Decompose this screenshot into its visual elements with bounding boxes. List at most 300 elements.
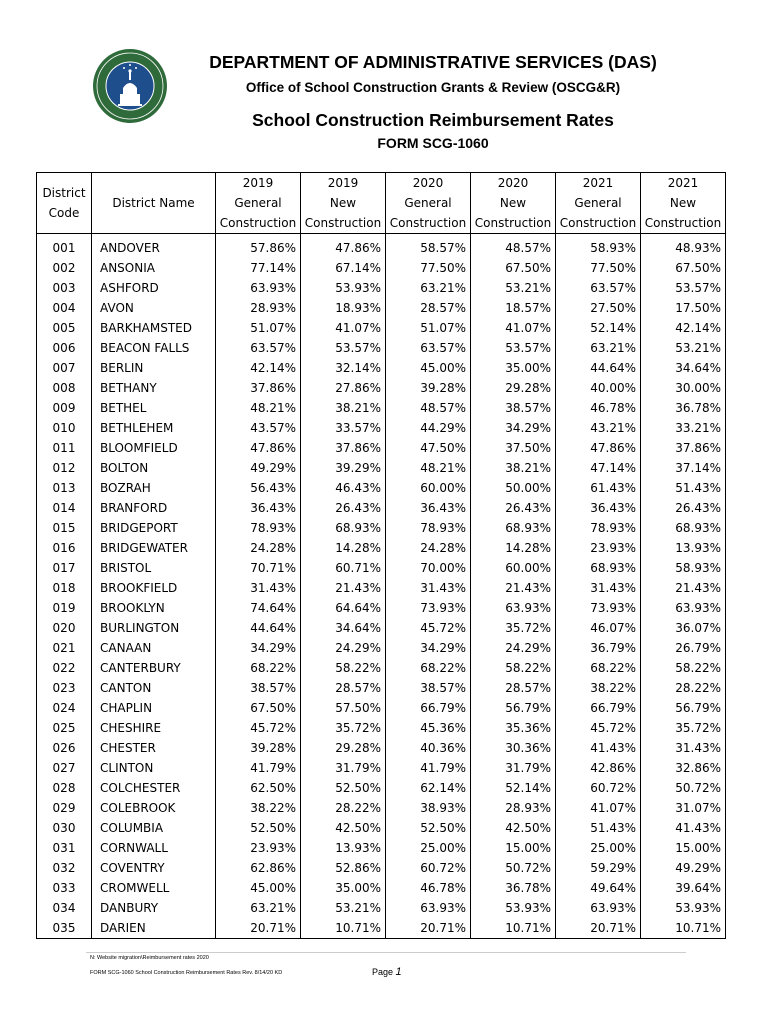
rate-cell: 44.64%: [216, 618, 301, 638]
rate-cell: 27.50%: [556, 298, 641, 318]
rate-cell: 18.57%: [471, 298, 556, 318]
district-code-cell: 035: [37, 918, 92, 939]
district-name-cell: BROOKLYN: [92, 598, 216, 618]
district-code-cell: 032: [37, 858, 92, 878]
rate-cell: 58.22%: [641, 658, 726, 678]
district-code-cell: 022: [37, 658, 92, 678]
rate-cell: 42.86%: [556, 758, 641, 778]
rate-cell: 60.72%: [386, 858, 471, 878]
rate-cell: 35.72%: [301, 718, 386, 738]
district-code-cell: 026: [37, 738, 92, 758]
rate-cell: 41.07%: [471, 318, 556, 338]
rate-cell: 34.64%: [301, 618, 386, 638]
header-rate-col: 2020 New Construction: [471, 173, 556, 234]
rate-cell: 20.71%: [556, 918, 641, 939]
table-row: [37, 478, 726, 498]
table-row: [37, 238, 726, 258]
table-row: [37, 458, 726, 478]
rate-cell: 63.93%: [386, 898, 471, 918]
rate-cell: 63.93%: [471, 598, 556, 618]
table-row: [37, 838, 726, 858]
rate-cell: 36.78%: [471, 878, 556, 898]
rate-cell: 73.93%: [386, 598, 471, 618]
table-row: [37, 538, 726, 558]
rate-cell: 48.57%: [386, 398, 471, 418]
table-row: [37, 298, 726, 318]
district-code-cell: 008: [37, 378, 92, 398]
rate-cell: 38.57%: [216, 678, 301, 698]
rate-cell: 36.78%: [641, 398, 726, 418]
table-row: [37, 578, 726, 598]
rate-cell: 53.57%: [471, 338, 556, 358]
rate-cell: 49.64%: [556, 878, 641, 898]
footer-divider: [86, 952, 686, 953]
header-rate-col: 2019 General Construction: [216, 173, 301, 234]
rate-cell: 59.29%: [556, 858, 641, 878]
table-row: [37, 818, 726, 838]
rate-cell: 68.93%: [641, 518, 726, 538]
district-name-cell: COLUMBIA: [92, 818, 216, 838]
rate-cell: 48.57%: [471, 238, 556, 258]
rate-cell: 31.79%: [301, 758, 386, 778]
page-indicator: [372, 966, 402, 978]
rate-cell: 26.43%: [301, 498, 386, 518]
district-name-cell: CANTON: [92, 678, 216, 698]
rate-cell: 13.93%: [641, 538, 726, 558]
rate-cell: 58.93%: [556, 238, 641, 258]
table-row: [37, 398, 726, 418]
district-code-cell: 014: [37, 498, 92, 518]
rate-cell: 36.43%: [386, 498, 471, 518]
table-row: [37, 278, 726, 298]
rate-cell: 24.28%: [386, 538, 471, 558]
header-code-line1: District: [42, 186, 86, 200]
rate-cell: 53.21%: [641, 338, 726, 358]
rate-cell: 66.79%: [556, 698, 641, 718]
district-name-cell: BOLTON: [92, 458, 216, 478]
district-code-cell: 007: [37, 358, 92, 378]
rate-cell: 46.07%: [556, 618, 641, 638]
header-rate-col: 2020 General Construction: [386, 173, 471, 234]
table-row: [37, 318, 726, 338]
rate-cell: 60.00%: [471, 558, 556, 578]
district-code-cell: 016: [37, 538, 92, 558]
office-subheading: Office of School Construction Grants & Review (OSCG&R): [245, 80, 621, 95]
rate-cell: 34.29%: [471, 418, 556, 438]
table-row: [37, 498, 726, 518]
rate-cell: 63.21%: [556, 338, 641, 358]
rate-cell: 17.50%: [641, 298, 726, 318]
rate-cell: 35.72%: [641, 718, 726, 738]
district-code-cell: 021: [37, 638, 92, 658]
header-rate-col: 2021 New Construction: [641, 173, 726, 234]
rate-cell: 37.14%: [641, 458, 726, 478]
rate-cell: 47.50%: [386, 438, 471, 458]
rate-cell: 78.93%: [556, 518, 641, 538]
rate-cell: 27.86%: [301, 378, 386, 398]
rate-cell: 77.50%: [386, 258, 471, 278]
page-number: 1: [395, 966, 402, 978]
footer-form-reference: FORM SCG-1060 School Construction Reimbursement Rates Rev. 8/14/20 KD: [90, 970, 283, 976]
rate-cell: 53.21%: [471, 278, 556, 298]
district-code-cell: 003: [37, 278, 92, 298]
rate-cell: 39.28%: [386, 378, 471, 398]
rate-cell: 15.00%: [641, 838, 726, 858]
table-row: [37, 378, 726, 398]
district-name-cell: COLCHESTER: [92, 778, 216, 798]
rate-cell: 28.93%: [471, 798, 556, 818]
rate-cell: 58.93%: [641, 558, 726, 578]
district-code-cell: 013: [37, 478, 92, 498]
district-code-cell: 020: [37, 618, 92, 638]
table-row: [37, 658, 726, 678]
rate-cell: 28.22%: [301, 798, 386, 818]
district-code-cell: 017: [37, 558, 92, 578]
district-name-cell: BETHANY: [92, 378, 216, 398]
rate-cell: 38.22%: [216, 798, 301, 818]
district-name-cell: BARKHAMSTED: [92, 318, 216, 338]
rate-cell: 44.64%: [556, 358, 641, 378]
rate-cell: 42.50%: [471, 818, 556, 838]
rate-cell: 60.00%: [386, 478, 471, 498]
district-name-cell: BOZRAH: [92, 478, 216, 498]
rate-cell: 41.07%: [556, 798, 641, 818]
rate-cell: 25.00%: [386, 838, 471, 858]
district-code-cell: 015: [37, 518, 92, 538]
rate-cell: 67.50%: [471, 258, 556, 278]
rate-cell: 21.43%: [301, 578, 386, 598]
rate-cell: 46.78%: [386, 878, 471, 898]
rate-cell: 60.71%: [301, 558, 386, 578]
reimbursement-rates-table: [36, 172, 726, 939]
rate-cell: 31.79%: [471, 758, 556, 778]
district-name-cell: DARIEN: [92, 918, 216, 939]
rate-cell: 38.57%: [386, 678, 471, 698]
rate-cell: 56.43%: [216, 478, 301, 498]
district-code-cell: 024: [37, 698, 92, 718]
rate-cell: 41.07%: [301, 318, 386, 338]
rate-cell: 53.93%: [641, 898, 726, 918]
rate-cell: 45.00%: [386, 358, 471, 378]
district-code-cell: 004: [37, 298, 92, 318]
rate-cell: 28.57%: [386, 298, 471, 318]
district-code-cell: 028: [37, 778, 92, 798]
rate-cell: 46.78%: [556, 398, 641, 418]
rate-cell: 26.43%: [471, 498, 556, 518]
rate-cell: 18.93%: [301, 298, 386, 318]
district-name-cell: BERLIN: [92, 358, 216, 378]
rate-cell: 68.22%: [556, 658, 641, 678]
rate-cell: 35.00%: [471, 358, 556, 378]
rate-cell: 21.43%: [641, 578, 726, 598]
rate-cell: 28.93%: [216, 298, 301, 318]
rate-cell: 45.72%: [556, 718, 641, 738]
rate-cell: 58.57%: [386, 238, 471, 258]
table-row: [37, 258, 726, 278]
rate-cell: 23.93%: [216, 838, 301, 858]
table-row: [37, 358, 726, 378]
rate-cell: 36.43%: [556, 498, 641, 518]
rate-cell: 43.57%: [216, 418, 301, 438]
rate-cell: 15.00%: [471, 838, 556, 858]
rate-cell: 74.64%: [216, 598, 301, 618]
rate-cell: 51.07%: [386, 318, 471, 338]
rate-cell: 45.72%: [216, 718, 301, 738]
rate-cell: 36.79%: [556, 638, 641, 658]
rate-cell: 37.86%: [216, 378, 301, 398]
rate-cell: 45.00%: [216, 878, 301, 898]
rate-cell: 63.21%: [216, 898, 301, 918]
rate-cell: 14.28%: [301, 538, 386, 558]
table-row: [37, 798, 726, 818]
rate-cell: 53.93%: [471, 898, 556, 918]
rate-cell: 52.14%: [471, 778, 556, 798]
rate-cell: 38.22%: [556, 678, 641, 698]
rate-cell: 78.93%: [386, 518, 471, 538]
rate-cell: 23.93%: [556, 538, 641, 558]
table-row: [37, 618, 726, 638]
table-row: [37, 758, 726, 778]
rate-cell: 50.72%: [641, 778, 726, 798]
table-row: [37, 558, 726, 578]
rate-cell: 58.22%: [471, 658, 556, 678]
table-body: [37, 234, 726, 939]
rate-cell: 24.29%: [301, 638, 386, 658]
rate-cell: 51.43%: [556, 818, 641, 838]
rate-cell: 41.43%: [641, 818, 726, 838]
footer-file-path: N: Website migration\Reimbursement rates 2020: [90, 955, 209, 961]
form-number: FORM SCG-1060: [377, 135, 489, 151]
table-row: [37, 338, 726, 358]
district-code-cell: 011: [37, 438, 92, 458]
rate-cell: 73.93%: [556, 598, 641, 618]
rate-cell: 26.43%: [641, 498, 726, 518]
rate-cell: 30.00%: [641, 378, 726, 398]
rate-cell: 26.79%: [641, 638, 726, 658]
rate-cell: 33.21%: [641, 418, 726, 438]
district-code-cell: 034: [37, 898, 92, 918]
rate-cell: 35.72%: [471, 618, 556, 638]
table-row: [37, 698, 726, 718]
rate-cell: 34.29%: [386, 638, 471, 658]
rate-cell: 29.28%: [301, 738, 386, 758]
rate-cell: 50.00%: [471, 478, 556, 498]
rate-cell: 30.36%: [471, 738, 556, 758]
rate-cell: 48.21%: [386, 458, 471, 478]
rate-cell: 68.93%: [556, 558, 641, 578]
rate-cell: 39.28%: [216, 738, 301, 758]
rate-cell: 70.71%: [216, 558, 301, 578]
rate-cell: 28.57%: [471, 678, 556, 698]
district-name-cell: DANBURY: [92, 898, 216, 918]
header-district-code: [37, 173, 92, 234]
district-name-cell: AVON: [92, 298, 216, 318]
rate-cell: 36.07%: [641, 618, 726, 638]
rate-cell: 49.29%: [216, 458, 301, 478]
rate-cell: 38.21%: [471, 458, 556, 478]
rate-cell: 67.50%: [216, 698, 301, 718]
rate-cell: 51.43%: [641, 478, 726, 498]
rate-cell: 63.57%: [216, 338, 301, 358]
table-row: [37, 418, 726, 438]
rate-cell: 68.22%: [216, 658, 301, 678]
rate-cell: 53.21%: [301, 898, 386, 918]
district-code-cell: 009: [37, 398, 92, 418]
rate-cell: 31.43%: [556, 578, 641, 598]
district-name-cell: ANDOVER: [92, 238, 216, 258]
rate-cell: 38.93%: [386, 798, 471, 818]
rate-cell: 52.86%: [301, 858, 386, 878]
rate-cell: 13.93%: [301, 838, 386, 858]
rate-cell: 31.43%: [216, 578, 301, 598]
rate-cell: 63.93%: [641, 598, 726, 618]
rate-cell: 43.21%: [556, 418, 641, 438]
rate-cell: 21.43%: [471, 578, 556, 598]
rate-cell: 62.14%: [386, 778, 471, 798]
rate-cell: 68.93%: [301, 518, 386, 538]
rate-cell: 10.71%: [471, 918, 556, 939]
rate-cell: 61.43%: [556, 478, 641, 498]
rate-cell: 68.22%: [386, 658, 471, 678]
rate-cell: 24.28%: [216, 538, 301, 558]
district-name-cell: COLEBROOK: [92, 798, 216, 818]
rate-cell: 77.50%: [556, 258, 641, 278]
district-code-cell: 031: [37, 838, 92, 858]
rate-cell: 31.43%: [641, 738, 726, 758]
table-row: [37, 438, 726, 458]
district-name-cell: CHESTER: [92, 738, 216, 758]
rate-cell: 45.36%: [386, 718, 471, 738]
rate-cell: 62.86%: [216, 858, 301, 878]
rate-cell: 63.93%: [216, 278, 301, 298]
rate-cell: 64.64%: [301, 598, 386, 618]
rate-cell: 28.57%: [301, 678, 386, 698]
rate-cell: 47.86%: [216, 438, 301, 458]
rate-cell: 70.00%: [386, 558, 471, 578]
rate-cell: 49.29%: [641, 858, 726, 878]
rate-cell: 56.79%: [471, 698, 556, 718]
district-name-cell: ANSONIA: [92, 258, 216, 278]
rate-cell: 63.93%: [556, 898, 641, 918]
rate-cell: 38.21%: [301, 398, 386, 418]
district-name-cell: COVENTRY: [92, 858, 216, 878]
header-rate-col: 2021 General Construction: [556, 173, 641, 234]
rate-cell: 53.57%: [301, 338, 386, 358]
rate-cell: 41.43%: [556, 738, 641, 758]
district-code-cell: 033: [37, 878, 92, 898]
district-name-cell: BEACON FALLS: [92, 338, 216, 358]
rate-cell: 42.14%: [216, 358, 301, 378]
header-district-name: District Name: [92, 173, 216, 234]
rate-cell: 37.86%: [301, 438, 386, 458]
rate-cell: 40.00%: [556, 378, 641, 398]
table-row: [37, 518, 726, 538]
district-code-cell: 025: [37, 718, 92, 738]
table-row: [37, 678, 726, 698]
district-name-cell: BRANFORD: [92, 498, 216, 518]
district-code-cell: 029: [37, 798, 92, 818]
district-name-cell: BETHEL: [92, 398, 216, 418]
rate-cell: 63.57%: [556, 278, 641, 298]
rate-cell: 47.86%: [556, 438, 641, 458]
rate-cell: 57.50%: [301, 698, 386, 718]
district-code-cell: 019: [37, 598, 92, 618]
rate-cell: 34.64%: [641, 358, 726, 378]
district-name-cell: BLOOMFIELD: [92, 438, 216, 458]
rate-cell: 10.71%: [641, 918, 726, 939]
district-name-cell: BRIDGEWATER: [92, 538, 216, 558]
rate-cell: 48.21%: [216, 398, 301, 418]
rate-cell: 42.14%: [641, 318, 726, 338]
rate-cell: 68.93%: [471, 518, 556, 538]
rate-cell: 10.71%: [301, 918, 386, 939]
header-code-line2: Code: [48, 206, 80, 220]
rate-cell: 14.28%: [471, 538, 556, 558]
rate-cell: 52.14%: [556, 318, 641, 338]
table-row: [37, 718, 726, 738]
district-code-cell: 027: [37, 758, 92, 778]
rate-cell: 40.36%: [386, 738, 471, 758]
rate-cell: 35.36%: [471, 718, 556, 738]
rate-cell: 47.86%: [301, 238, 386, 258]
rate-cell: 63.21%: [386, 278, 471, 298]
rate-cell: 46.43%: [301, 478, 386, 498]
rate-cell: 62.50%: [216, 778, 301, 798]
table-row: [37, 778, 726, 798]
rate-cell: 77.14%: [216, 258, 301, 278]
rate-cell: 24.29%: [471, 638, 556, 658]
rate-cell: 25.00%: [556, 838, 641, 858]
district-code-cell: 005: [37, 318, 92, 338]
district-code-cell: 030: [37, 818, 92, 838]
rate-cell: 48.93%: [641, 238, 726, 258]
rate-cell: 32.14%: [301, 358, 386, 378]
rate-cell: 29.28%: [471, 378, 556, 398]
district-name-cell: CHESHIRE: [92, 718, 216, 738]
table-row: [37, 878, 726, 898]
rate-cell: 67.14%: [301, 258, 386, 278]
table-header-row: [37, 173, 726, 234]
rate-cell: 31.07%: [641, 798, 726, 818]
district-code-cell: 023: [37, 678, 92, 698]
rate-cell: 31.43%: [386, 578, 471, 598]
district-name-cell: CORNWALL: [92, 838, 216, 858]
district-code-cell: 010: [37, 418, 92, 438]
page-label: Page: [372, 967, 394, 977]
district-code-cell: 018: [37, 578, 92, 598]
rate-cell: 60.72%: [556, 778, 641, 798]
rate-cell: 36.43%: [216, 498, 301, 518]
rate-cell: 39.64%: [641, 878, 726, 898]
header-rate-col: 2019 New Construction: [301, 173, 386, 234]
rate-cell: 53.93%: [301, 278, 386, 298]
table-row: [37, 858, 726, 878]
rate-cell: 50.72%: [471, 858, 556, 878]
rate-cell: 44.29%: [386, 418, 471, 438]
rate-cell: 37.50%: [471, 438, 556, 458]
rate-cell: 33.57%: [301, 418, 386, 438]
table-row: [37, 738, 726, 758]
district-code-cell: 001: [37, 238, 92, 258]
district-name-cell: CANAAN: [92, 638, 216, 658]
rate-cell: 20.71%: [216, 918, 301, 939]
rate-cell: 53.57%: [641, 278, 726, 298]
district-name-cell: BETHLEHEM: [92, 418, 216, 438]
district-name-cell: BURLINGTON: [92, 618, 216, 638]
rate-cell: 41.79%: [386, 758, 471, 778]
rate-cell: 67.50%: [641, 258, 726, 278]
district-code-cell: 006: [37, 338, 92, 358]
